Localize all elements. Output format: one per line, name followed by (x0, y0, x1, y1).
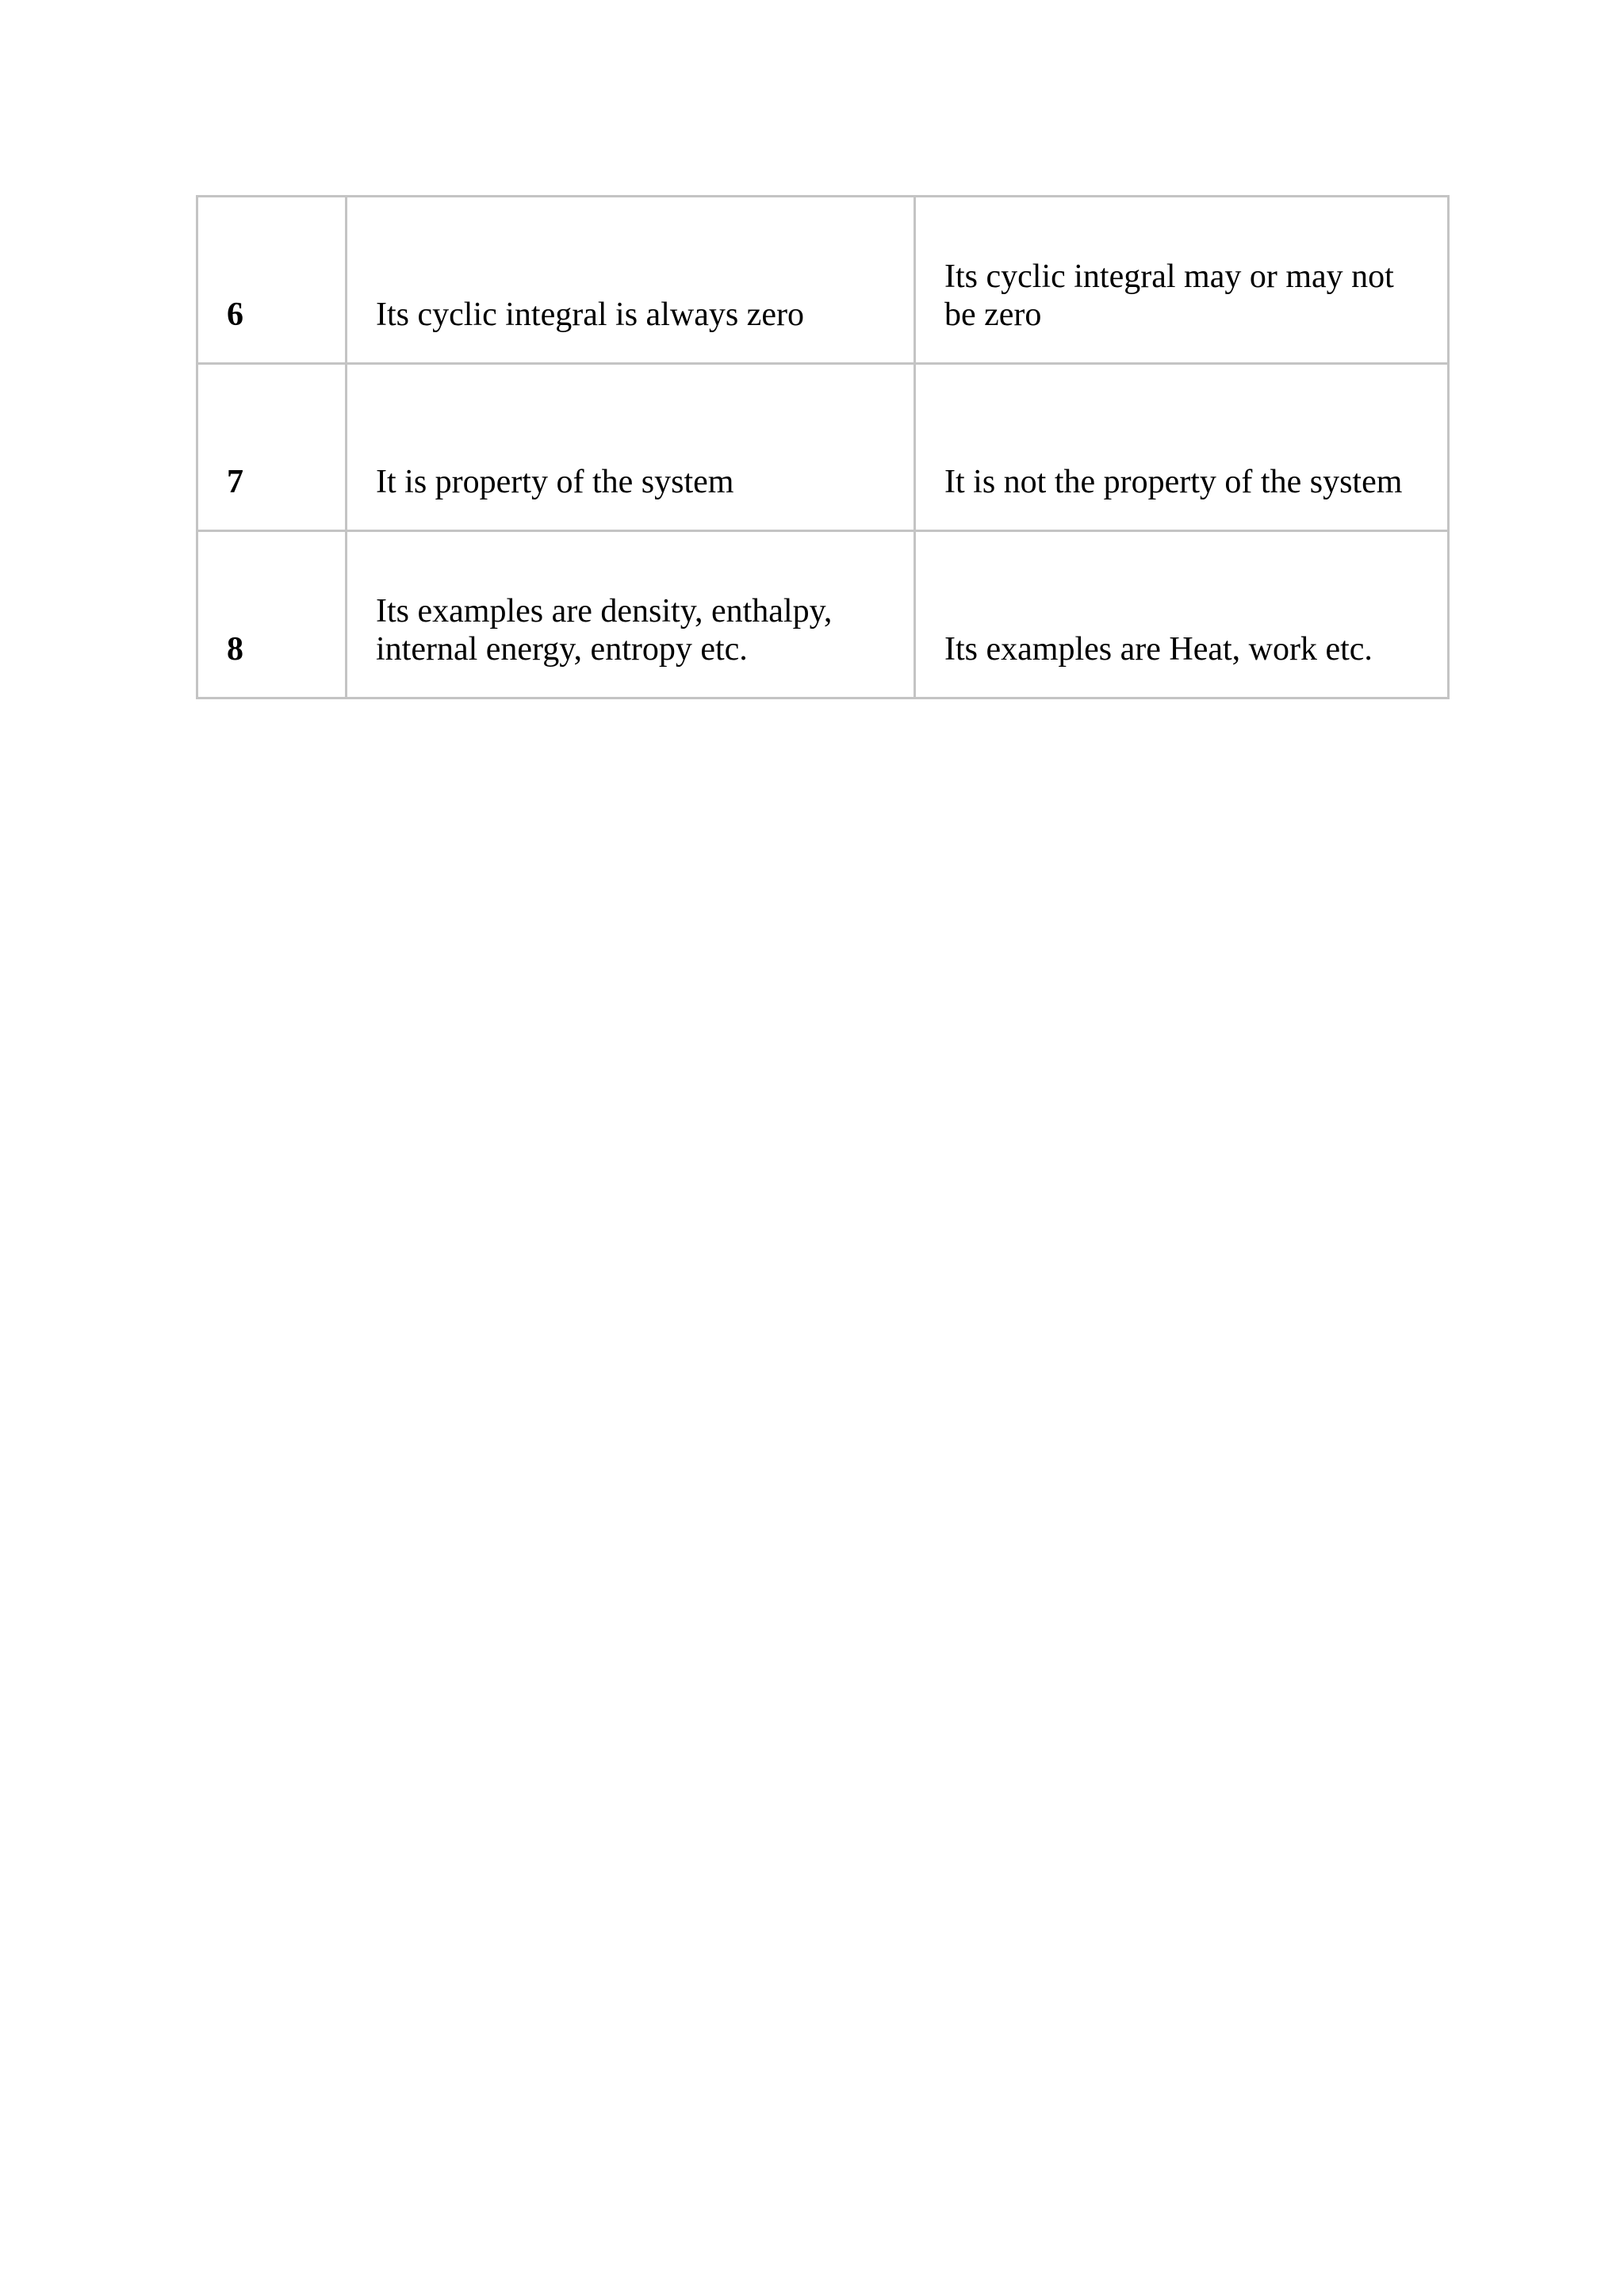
table-row (197, 364, 1449, 531)
row-number-cell: 6 (197, 197, 347, 364)
point-function-cell: It is property of the system (347, 364, 915, 531)
path-function-cell: Its examples are Heat, work etc. (915, 531, 1449, 698)
table-row (197, 531, 1449, 698)
row-number-cell: 7 (197, 364, 347, 531)
table-row (197, 197, 1449, 364)
path-function-cell: It is not the property of the system (915, 364, 1449, 531)
point-function-cell: Its examples are density, enthalpy, internal energy, entropy etc. (347, 531, 915, 698)
comparison-table (196, 195, 1450, 699)
path-function-cell: Its cyclic integral may or may not be zero (915, 197, 1449, 364)
point-function-cell: Its cyclic integral is always zero (347, 197, 915, 364)
row-number-cell: 8 (197, 531, 347, 698)
